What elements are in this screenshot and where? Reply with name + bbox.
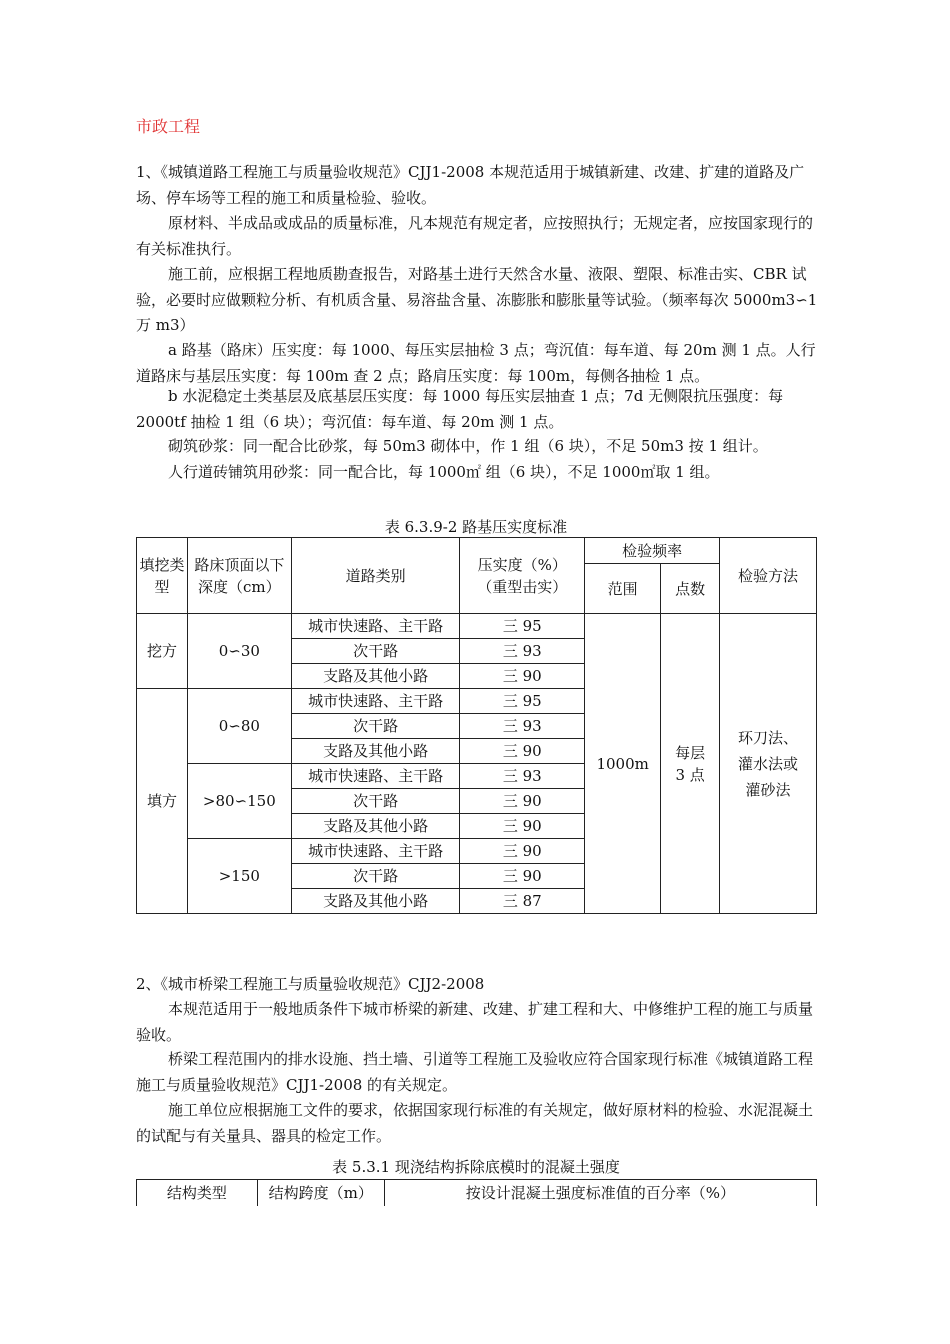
road-class-cell: 支路及其他小路 bbox=[291, 889, 460, 914]
page-title: 市政工程 bbox=[136, 117, 201, 136]
section1-paragraph-6: 砌筑砂浆：同一配合比砂浆，每 50m3 砌体中，作 1 组（6 块），不足 50m3 按 1 组计。 bbox=[168, 437, 768, 455]
road-class-cell: 次干路 bbox=[291, 864, 460, 889]
section1-paragraph-3: 施工前，应根据工程地质勘查报告，对路基土进行天然含水量、液限、塑限、标准击实、CBR 试验，必要时应做颗粒分析、有机质含量、易溶盐含量、冻膨胀和膨胀量等试验。（频率每次 5000m3∽1 万 m3） bbox=[136, 265, 818, 334]
header-road-class: 道路类别 bbox=[291, 538, 460, 614]
road-class-cell: 城市快速路、主干路 bbox=[291, 764, 460, 789]
depth-cell: >150 bbox=[187, 839, 291, 914]
road-class-cell: 城市快速路、主干路 bbox=[291, 689, 460, 714]
section2-title: 2、《城市桥梁工程施工与质量验收规范》CJJ2-2008 bbox=[136, 975, 485, 993]
depth-cell: 0∽30 bbox=[187, 614, 291, 689]
section2-paragraph-2: 桥梁工程范围内的排水设施、挡土墙、引道等工程施工及验收应符合国家现行标准《城镇道路工程施工与质量验收规范》CJJ1-2008 的有关规定。 bbox=[136, 1050, 814, 1094]
road-class-cell: 次干路 bbox=[291, 639, 460, 664]
method-value: 环刀法、灌水法或灌砂法 bbox=[720, 614, 817, 914]
compaction-value: 三 90 bbox=[460, 814, 585, 839]
depth-cell: 0∽80 bbox=[187, 689, 291, 764]
table2-caption: 表 5.3.1 现浇结构拆除底模时的混凝土强度 bbox=[332, 1158, 620, 1176]
table1-caption: 表 6.3.9-2 路基压实度标准 bbox=[384, 518, 568, 536]
depth-cell: >80∽150 bbox=[187, 764, 291, 839]
compaction-value: 三 95 bbox=[460, 689, 585, 714]
fill-label: 填方 bbox=[137, 689, 188, 914]
road-class-cell: 城市快速路、主干路 bbox=[291, 614, 460, 639]
header-compaction: 压实度（%）（重型击实） bbox=[460, 538, 585, 614]
compaction-value: 三 90 bbox=[460, 664, 585, 689]
header-range: 范围 bbox=[585, 564, 661, 614]
compaction-value: 三 93 bbox=[460, 639, 585, 664]
compaction-value: 三 90 bbox=[460, 839, 585, 864]
compaction-value: 三 87 bbox=[460, 889, 585, 914]
points-value: 每层3 点 bbox=[661, 614, 720, 914]
section2-paragraph-3: 施工单位应根据施工文件的要求，依据国家现行标准的有关规定，做好原材料的检验、水泥混凝土的试配与有关量具、器具的检定工作。 bbox=[136, 1101, 814, 1145]
road-class-cell: 城市快速路、主干路 bbox=[291, 839, 460, 864]
compaction-value: 三 90 bbox=[460, 739, 585, 764]
header-frequency: 检验频率 bbox=[585, 538, 720, 564]
header-strength-percent: 按设计混凝土强度标准值的百分率（%） bbox=[384, 1180, 816, 1206]
section1-paragraph-4: a 路基（路床）压实度：每 1000、每压实层抽检 3 点；弯沉值：每车道、每 20m 测 1 点。人行道路床与基层压实度：每 100m 查 2 点；路肩压实度：每 100m，每侧各抽检 1 点。 bbox=[136, 341, 816, 385]
road-class-cell: 次干路 bbox=[291, 714, 460, 739]
header-structure-type: 结构类型 bbox=[137, 1180, 258, 1206]
compaction-value: 三 95 bbox=[460, 614, 585, 639]
compaction-value: 三 93 bbox=[460, 764, 585, 789]
compaction-value: 三 93 bbox=[460, 714, 585, 739]
header-fill-type: 填挖类型 bbox=[137, 538, 188, 614]
compaction-value: 三 90 bbox=[460, 864, 585, 889]
road-class-cell: 支路及其他小路 bbox=[291, 739, 460, 764]
section2-paragraph-1: 本规范适用于一般地质条件下城市桥梁的新建、改建、扩建工程和大、中修维护工程的施工与质量验收。 bbox=[136, 1000, 814, 1044]
road-class-cell: 次干路 bbox=[291, 789, 460, 814]
section1-paragraph-2: 原材料、半成品或成品的质量标准，凡本规范有规定者，应按照执行；无规定者，应按国家现行的有关标准执行。 bbox=[136, 214, 814, 258]
section1-paragraph-1: 1、《城镇道路工程施工与质量验收规范》CJJ1-2008 本规范适用于城镇新建、改建、扩建的道路及广场、停车场等工程的施工和质量检验、验收。 bbox=[136, 163, 805, 207]
road-class-cell: 支路及其他小路 bbox=[291, 664, 460, 689]
range-value: 1000m bbox=[585, 614, 661, 914]
section1-paragraph-7: 人行道砖铺筑用砂浆：同一配合比，每 1000㎡ 组（6 块），不足 1000㎡取 1 组。 bbox=[168, 463, 720, 481]
compaction-value: 三 90 bbox=[460, 789, 585, 814]
formwork-removal-table bbox=[136, 1179, 817, 1206]
header-points: 点数 bbox=[661, 564, 720, 614]
road-class-cell: 支路及其他小路 bbox=[291, 814, 460, 839]
compaction-standard-table bbox=[136, 537, 817, 914]
cut-label: 挖方 bbox=[137, 614, 188, 689]
header-method: 检验方法 bbox=[720, 538, 817, 614]
header-span: 结构跨度（m） bbox=[257, 1180, 384, 1206]
header-depth: 路床顶面以下深度（cm） bbox=[187, 538, 291, 614]
section1-paragraph-5: b 水泥稳定土类基层及底基层压实度：每 1000 每压实层抽查 1 点；7d 无侧限抗压强度：每 2000tf 抽检 1 组（6 块）；弯沉值：每车道、每 20m 测 1 点。 bbox=[136, 387, 784, 431]
